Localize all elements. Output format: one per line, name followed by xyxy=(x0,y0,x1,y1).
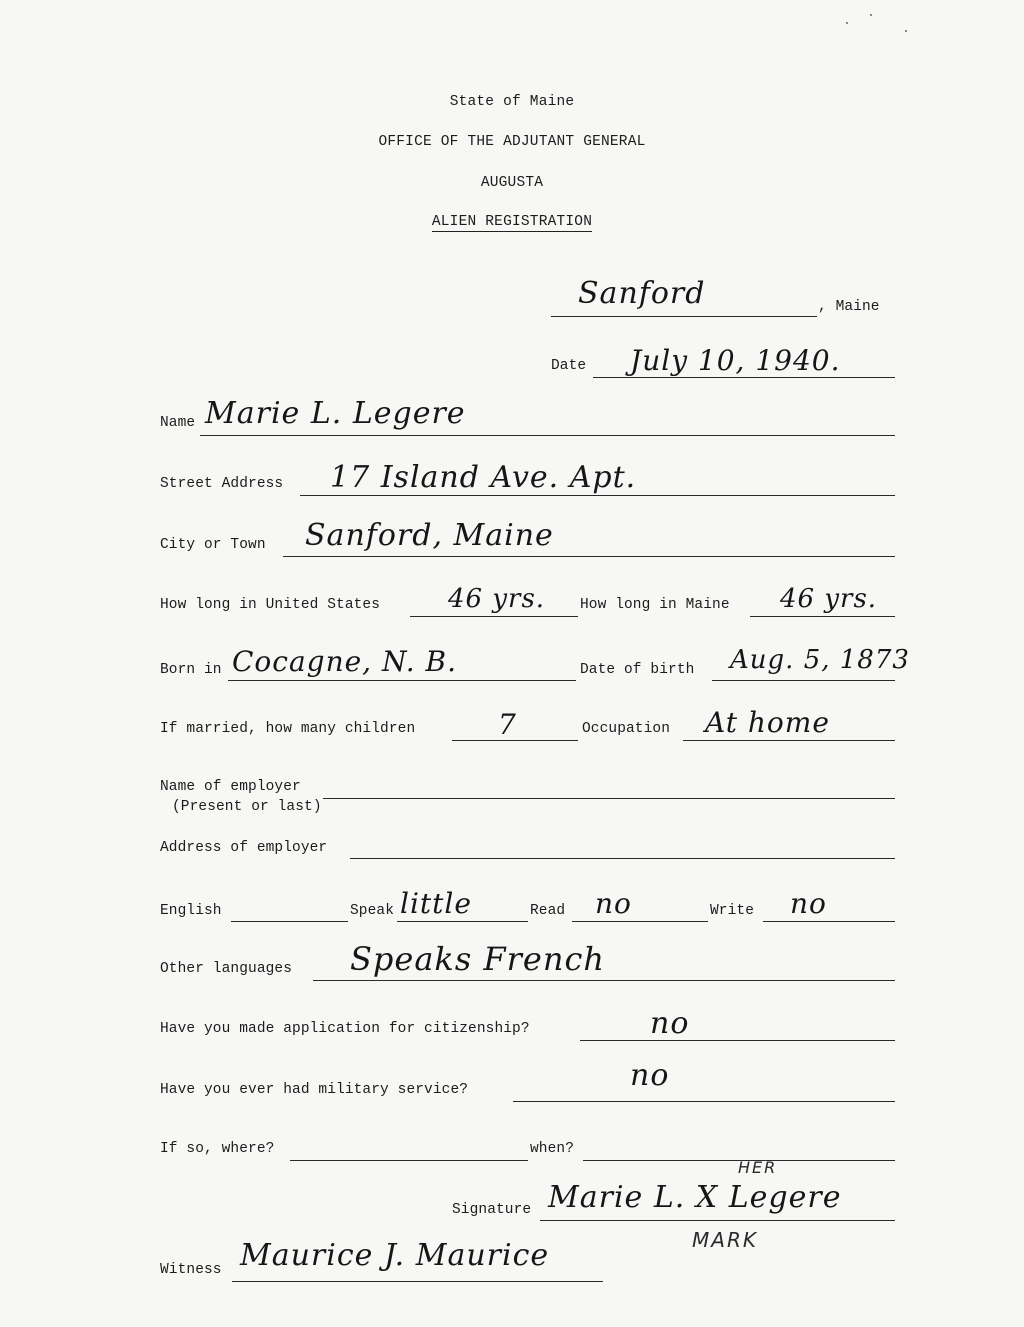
other-languages-label: Other languages xyxy=(160,961,293,977)
born-in-line xyxy=(228,680,576,681)
town-entry: Sanford xyxy=(578,276,706,311)
speak-line xyxy=(397,921,528,922)
children-label: If married, how many children xyxy=(160,721,416,737)
when-label: when? xyxy=(530,1141,575,1157)
read-label: Read xyxy=(530,903,566,919)
signature-entry: Marie L. X Legere xyxy=(548,1180,842,1215)
street-label: Street Address xyxy=(160,476,284,492)
where-line xyxy=(290,1160,528,1161)
scan-speck xyxy=(905,30,907,32)
signature-her-note: HER xyxy=(738,1158,778,1177)
witness-entry: Maurice J. Maurice xyxy=(240,1238,550,1273)
how-long-maine-label: How long in Maine xyxy=(580,597,730,613)
born-in-entry: Cocagne, N. B. xyxy=(232,645,457,678)
other-languages-entry: Speaks French xyxy=(350,940,605,978)
speak-label: Speak xyxy=(350,903,395,919)
write-label: Write xyxy=(710,903,755,919)
employer-name-label: Name of employer xyxy=(160,779,301,795)
scan-speck xyxy=(870,14,872,16)
citizenship-line xyxy=(580,1040,895,1041)
date-line xyxy=(593,377,895,378)
write-entry: no xyxy=(790,887,827,920)
date-of-birth-line xyxy=(712,680,895,681)
english-label: English xyxy=(160,903,222,919)
state-heading: State of Maine xyxy=(449,94,575,110)
name-line xyxy=(200,435,895,436)
signature-line xyxy=(540,1220,895,1221)
town-line xyxy=(551,316,817,317)
read-entry: no xyxy=(595,887,632,920)
employer-name-line xyxy=(323,798,895,799)
children-entry: 7 xyxy=(498,708,517,741)
occupation-line xyxy=(683,740,895,741)
born-in-label: Born in xyxy=(160,662,222,678)
citizenship-entry: no xyxy=(650,1006,690,1041)
date-entry: July 10, 1940. xyxy=(630,344,841,377)
military-label: Have you ever had military service? xyxy=(160,1082,469,1098)
street-line xyxy=(300,495,895,496)
military-line xyxy=(513,1101,895,1102)
date-of-birth-entry: Aug. 5, 1873 xyxy=(730,645,910,675)
employer-address-line xyxy=(350,858,895,859)
date-label: Date xyxy=(551,358,587,374)
other-languages-line xyxy=(313,980,895,981)
english-line xyxy=(231,921,348,922)
how-long-maine-entry: 46 yrs. xyxy=(780,584,878,614)
occupation-entry: At home xyxy=(705,706,830,739)
witness-line xyxy=(232,1281,603,1282)
city-town-line xyxy=(283,556,895,557)
city-town-entry: Sanford, Maine xyxy=(305,518,554,553)
military-entry: no xyxy=(630,1058,670,1093)
city-heading: AUGUSTA xyxy=(480,175,544,191)
signature-label: Signature xyxy=(452,1202,532,1218)
occupation-label: Occupation xyxy=(582,721,671,737)
citizenship-label: Have you made application for citizenship? xyxy=(160,1021,530,1037)
witness-label: Witness xyxy=(160,1262,222,1278)
street-entry: 17 Island Ave. Apt. xyxy=(330,460,637,495)
name-entry: Marie L. Legere xyxy=(205,396,466,431)
city-town-label: City or Town xyxy=(160,537,266,553)
employer-note: (Present or last) xyxy=(172,799,322,815)
write-line xyxy=(763,921,895,922)
how-long-maine-line xyxy=(750,616,895,617)
how-long-us-label: How long in United States xyxy=(160,597,381,613)
maine-suffix: , Maine xyxy=(818,299,880,315)
read-line xyxy=(572,921,708,922)
where-label: If so, where? xyxy=(160,1141,275,1157)
form-title: ALIEN REGISTRATION xyxy=(431,214,593,230)
how-long-us-line xyxy=(410,616,578,617)
scan-speck xyxy=(846,22,848,24)
employer-address-label: Address of employer xyxy=(160,840,328,856)
office-heading: OFFICE OF THE ADJUTANT GENERAL xyxy=(378,134,646,150)
signature-mark-note: MARK xyxy=(692,1228,758,1252)
name-label: Name xyxy=(160,415,196,431)
speak-entry: little xyxy=(400,887,472,920)
date-of-birth-label: Date of birth xyxy=(580,662,695,678)
how-long-us-entry: 46 yrs. xyxy=(448,584,546,614)
